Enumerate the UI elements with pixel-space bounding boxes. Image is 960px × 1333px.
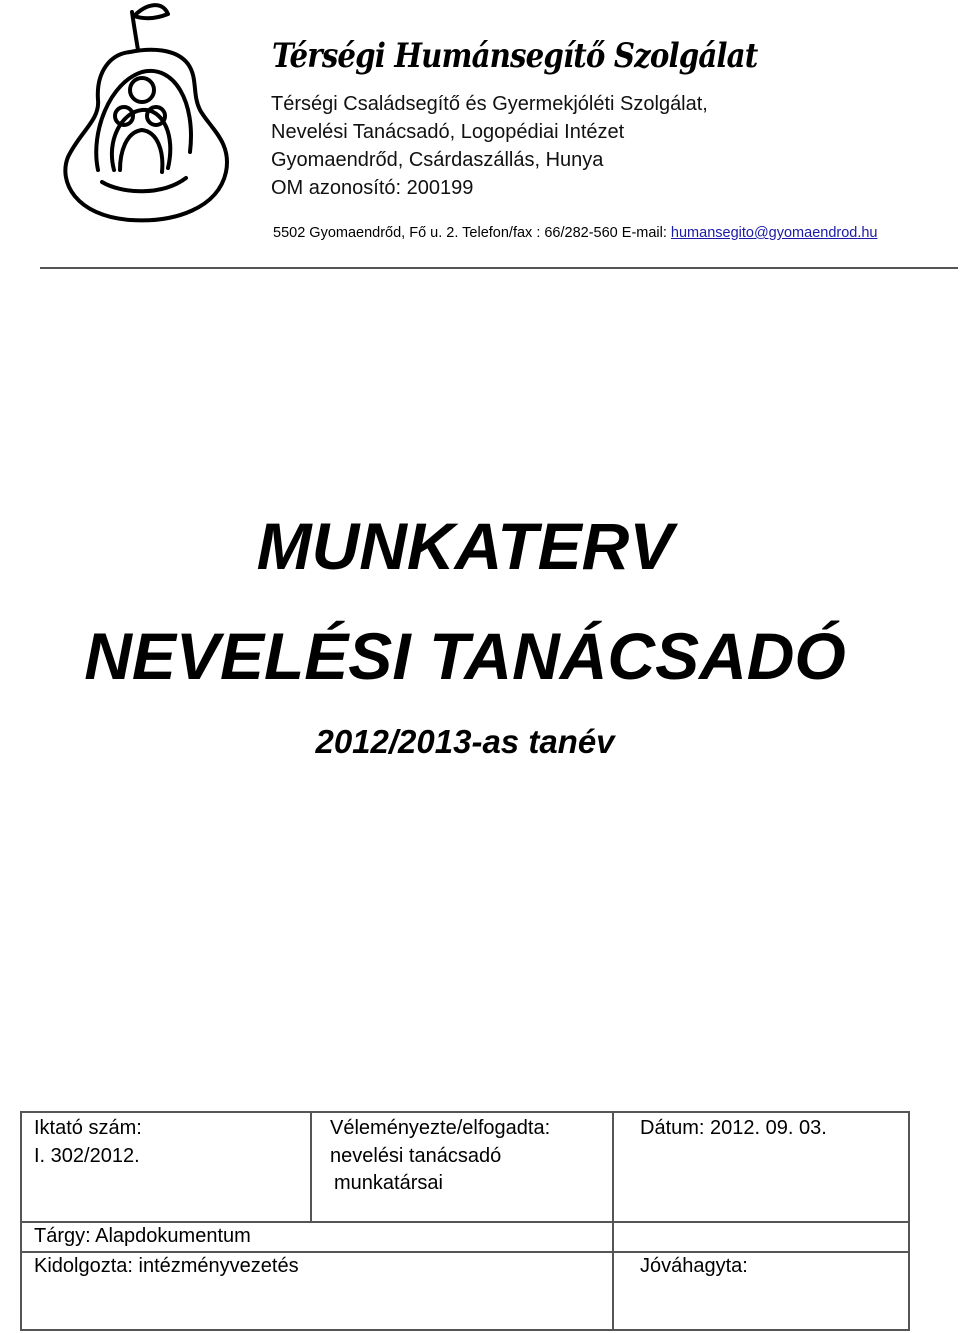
veleményezte-line: nevelési tanácsadó — [330, 1145, 502, 1167]
datum-field: Dátum: 2012. 09. 03. — [640, 1117, 827, 1139]
table-divider — [310, 1113, 312, 1221]
contact-text: 5502 Gyomaendrőd, Fő u. 2. Telefon/fax : 66/282-560 E-mail: — [273, 225, 671, 241]
org-detail-line: OM azonosító: 200199 — [271, 177, 474, 199]
org-detail-line: Nevelési Tanácsadó, Logopédiai Intézet — [271, 121, 625, 143]
school-year: 2012/2013-as tanév — [315, 723, 615, 760]
email-link[interactable]: humansegito@gyomaendrod.hu — [670, 225, 878, 241]
document-subtitle: NEVELÉSI TANÁCSADÓ — [84, 619, 846, 693]
veleményezte-line: munkatársai — [334, 1172, 443, 1194]
header-divider — [40, 267, 958, 269]
pear-logo-icon — [50, 2, 240, 224]
iktato-label: Iktató szám: — [34, 1117, 142, 1139]
veleményezte-label: Véleményezte/elfogadta: — [330, 1117, 551, 1139]
document-title: MUNKATERV — [256, 509, 674, 583]
organization-name: Térségi Humánsegítő Szolgálat — [272, 36, 758, 76]
org-detail-line: Térségi Családsegítő és Gyermekjóléti Szolgálat, — [271, 93, 708, 115]
kidolgozta-field: Kidolgozta: intézményvezetés — [34, 1255, 299, 1277]
iktato-value: I. 302/2012. — [34, 1145, 140, 1167]
contact-line — [273, 225, 878, 241]
targy-field: Tárgy: Alapdokumentum — [34, 1225, 251, 1247]
jovahagyta-field: Jóváhagyta: — [640, 1255, 748, 1277]
organization-details — [271, 90, 708, 202]
org-detail-line: Gyomaendrőd, Csárdaszállás, Hunya — [271, 149, 604, 171]
info-table — [20, 1111, 910, 1331]
